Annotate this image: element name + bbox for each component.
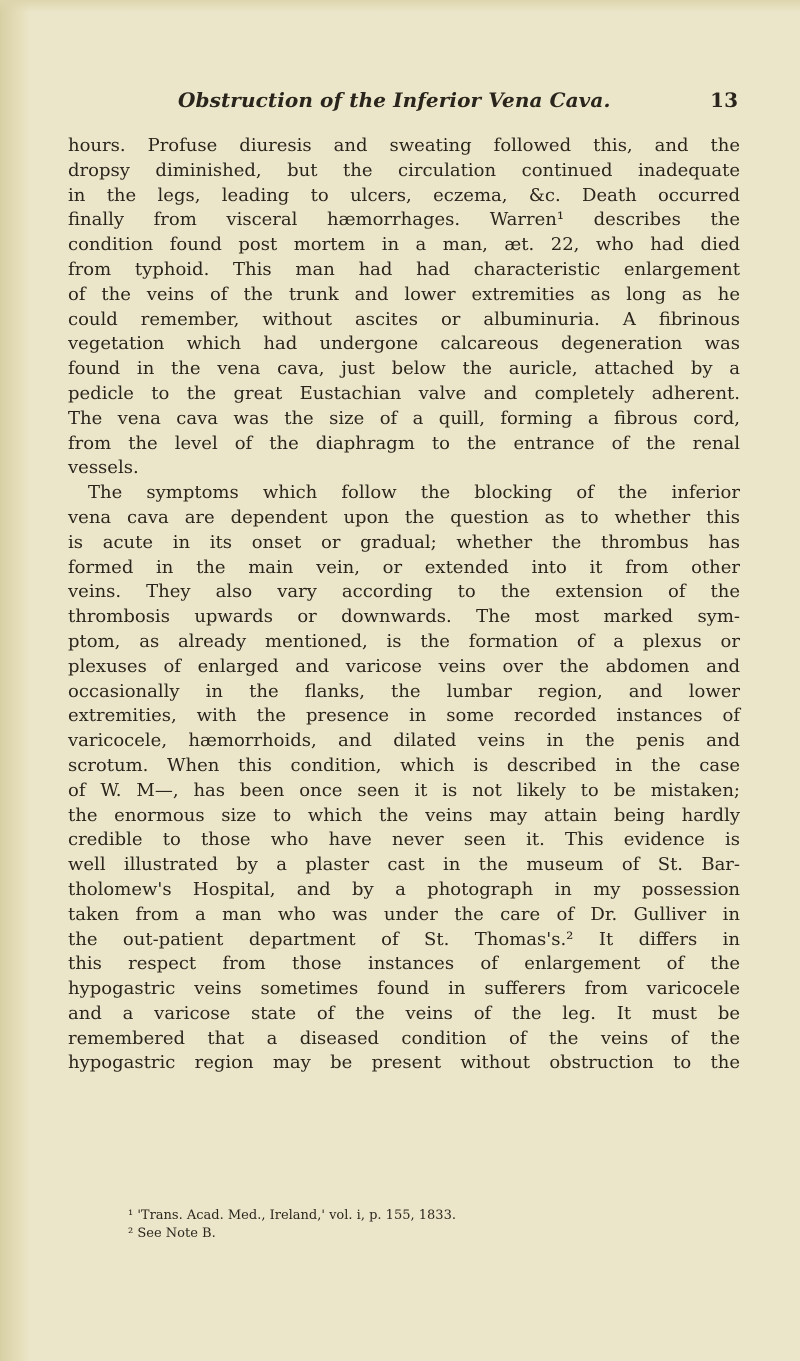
text-line: and a varicose state of the veins of the leg. It must be xyxy=(68,1002,740,1024)
running-title: Obstruction of the Inferior Vena Cava. xyxy=(178,88,611,112)
text-line: the out-patient department of St. Thomas's.² It differs in xyxy=(68,928,740,950)
text-line: taken from a man who was under the care of Dr. Gulliver in xyxy=(68,903,740,925)
text-line: The vena cava was the size of a quill, forming a fibrous cord, xyxy=(68,407,740,429)
page-top-shadow xyxy=(0,0,800,12)
text-line: varicocele, hæmorrhoids, and dilated veins in the penis and xyxy=(68,730,740,752)
footnote-1: ¹ 'Trans. Acad. Med., Ireland,' vol. i, p. 155, 1833. xyxy=(128,1208,456,1223)
text-line: dropsy diminished, but the circulation continued inadequate xyxy=(68,159,740,181)
text-line: hours. Profuse diuresis and sweating followed this, and the xyxy=(68,135,740,156)
page-number: 13 xyxy=(710,88,738,112)
text-line: credible to those who have never seen it. This evidence is xyxy=(68,829,740,851)
text-line: occasionally in the flanks, the lumbar region, and lower xyxy=(68,680,740,702)
text-line: from the level of the diaphragm to the entrance of the renal xyxy=(68,432,740,454)
text-line: from typhoid. This man had had characteristic enlargement xyxy=(68,258,740,280)
text-line: extremities, with the presence in some recorded instances of xyxy=(68,705,740,727)
text-line: in the legs, leading to ulcers, eczema, &c. Death occurred xyxy=(68,184,740,206)
text-line: hypogastric veins sometimes found in sufferers from varicocele xyxy=(68,978,740,1000)
text-line: condition found post mortem in a man, æt. 22, who had died xyxy=(68,234,740,256)
text-line: remembered that a diseased condition of the veins of the xyxy=(68,1027,740,1049)
text-line: hypogastric region may be present without obstruction to the xyxy=(68,1052,740,1074)
footnotes xyxy=(128,1207,728,1243)
text-line: pedicle to the great Eustachian valve and completely adherent. xyxy=(68,382,740,404)
text-line: tholomew's Hospital, and by a photograph in my possession xyxy=(68,878,740,900)
text-line: of the veins of the trunk and lower extremities as long as he xyxy=(68,283,740,305)
text-line: the enormous size to which the veins may attain being hardly xyxy=(68,804,740,826)
text-line: of W. M—, has been once seen it is not likely to be mistaken; xyxy=(68,779,740,801)
text-line: could remember, without ascites or albuminuria. A fibrinous xyxy=(68,308,740,330)
text-line: this respect from those instances of enlargement of the xyxy=(68,953,740,975)
text-line: plexuses of enlarged and varicose veins over the abdomen and xyxy=(68,655,740,677)
page-edge-shadow xyxy=(0,0,30,1361)
text-line: veins. They also vary according to the extension of the xyxy=(68,581,740,603)
text-line: The symptoms which follow the blocking of the inferior xyxy=(88,482,740,504)
text-line: finally from visceral hæmorrhages. Warren¹ describes the xyxy=(68,209,740,231)
footnote-2: ² See Note B. xyxy=(128,1226,216,1241)
text-line: vessels. xyxy=(68,457,139,479)
text-line: vegetation which had undergone calcareous degeneration was xyxy=(68,333,740,355)
body-text xyxy=(68,134,740,1076)
text-line: vena cava are dependent upon the question as to whether this xyxy=(68,506,740,528)
text-line: is acute in its onset or gradual; whether the thrombus has xyxy=(68,531,740,553)
text-line: ptom, as already mentioned, is the formation of a plexus or xyxy=(68,630,740,652)
text-line: found in the vena cava, just below the auricle, attached by a xyxy=(68,358,740,380)
text-line: formed in the main vein, or extended into it from other xyxy=(68,556,740,578)
text-line: well illustrated by a plaster cast in the museum of St. Bar- xyxy=(68,854,740,876)
page-header xyxy=(178,88,738,120)
text-line: thrombosis upwards or downwards. The most marked sym- xyxy=(68,606,740,628)
text-line: scrotum. When this condition, which is described in the case xyxy=(68,754,740,776)
